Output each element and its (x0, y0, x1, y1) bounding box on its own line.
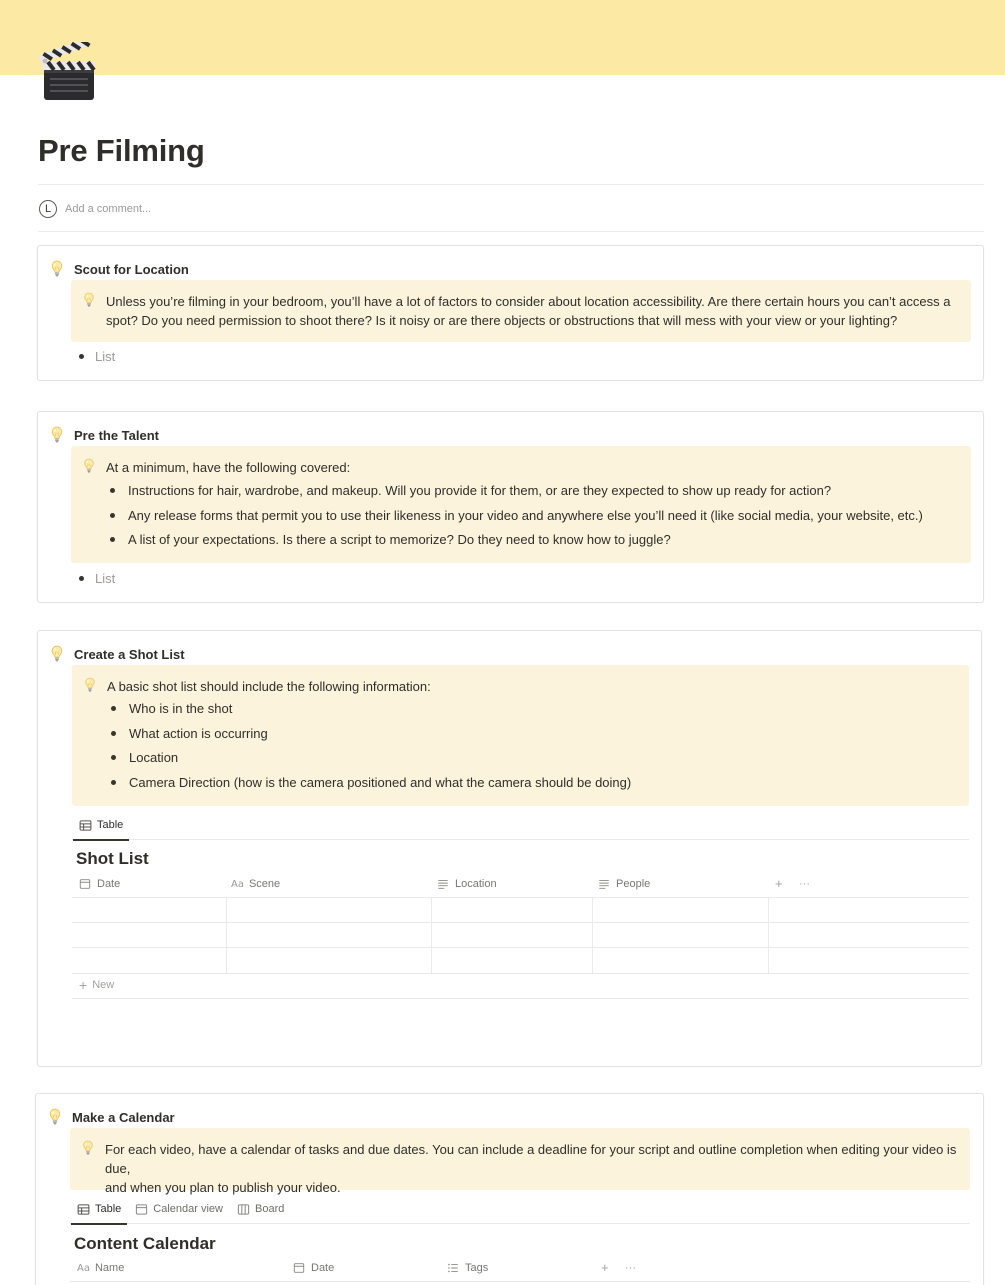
lightbulb-icon (82, 1140, 94, 1156)
row-divider (70, 1281, 970, 1282)
section-header (50, 645, 185, 663)
callout (70, 1128, 970, 1195)
list-placeholder-text: List (95, 571, 116, 586)
plus-icon: + (79, 977, 88, 993)
text-lines-icon (437, 878, 449, 890)
section-header (50, 260, 189, 278)
row-divider (72, 973, 969, 974)
callout (71, 446, 971, 563)
callout (71, 280, 971, 342)
avatar: L (39, 200, 57, 218)
tab-label: Table (97, 819, 124, 831)
list-placeholder-text: List (95, 349, 116, 364)
calendar-icon (79, 878, 91, 890)
column-header-location[interactable] (437, 874, 497, 894)
section-header (48, 1108, 175, 1126)
column-header-date[interactable] (293, 1258, 334, 1278)
section-title[interactable]: Make a Calendar (72, 1109, 175, 1125)
table-row[interactable] (72, 948, 969, 972)
callout-line: Unless you’re filming in your bedroom, you’ll have a lot of factors to consider about location accessibility. Are there certain hours you can’t access a (106, 294, 951, 309)
column-label: Name (94, 1262, 125, 1274)
column-label: Date (311, 1262, 335, 1274)
column-header-name[interactable] (77, 1258, 124, 1278)
section-create-a-shot-list (37, 630, 982, 1067)
list-item[interactable]: Camera Direction (how is the camera positioned and what the camera should be doing) (110, 773, 631, 792)
tab-calendar-view[interactable] (129, 1194, 229, 1224)
callout-line: spot? Do you need permission to shoot there? Is it noisy or are there objects or obstructions that will mess with your view or your lighting? (106, 313, 898, 328)
table-icon (79, 819, 92, 832)
table-row[interactable] (72, 923, 969, 947)
column-header-people[interactable] (598, 874, 650, 894)
callout (72, 665, 969, 806)
tab-table[interactable] (73, 810, 129, 840)
section-scout-for-location (37, 245, 984, 381)
calendar-icon (293, 1262, 305, 1274)
column-header-tags[interactable] (447, 1258, 488, 1278)
column-label: Location (455, 878, 497, 890)
bullet (79, 576, 84, 581)
lightbulb-icon (50, 645, 64, 663)
add-comment-row[interactable] (38, 199, 151, 219)
database-title[interactable]: Shot List (76, 849, 149, 868)
text-lines-icon (598, 878, 610, 890)
lightbulb-icon (50, 426, 64, 444)
table-icon (77, 1203, 90, 1216)
callout-intro[interactable]: A basic shot list should include the following information: (107, 679, 431, 694)
calendar-icon (135, 1203, 148, 1216)
board-icon (237, 1203, 250, 1216)
tab-label: Calendar view (153, 1203, 223, 1215)
view-tabs (71, 1194, 292, 1224)
callout-intro[interactable]: At a minimum, have the following covered: (106, 460, 351, 475)
lightbulb-icon (48, 1108, 62, 1126)
list-item-placeholder[interactable] (79, 349, 115, 364)
callout-line: For each video, have a calendar of tasks and due dates. You can include a deadline for your script and outline completion when editing your video is due, (105, 1142, 957, 1176)
more-options-icon[interactable]: ··· (625, 1262, 636, 1274)
table-row[interactable] (72, 898, 969, 922)
tab-label: Table (95, 1203, 122, 1215)
list-item[interactable]: A list of your expectations. Is there a script to memorize? Do they need to know how to juggle? (109, 530, 923, 549)
add-column-icon[interactable]: + (775, 876, 783, 891)
callout-line: and when you plan to publish your video. (105, 1180, 341, 1195)
divider (38, 184, 984, 185)
database-title[interactable]: Content Calendar (74, 1234, 216, 1253)
page-cover (0, 0, 1005, 75)
row-divider (72, 998, 969, 999)
tab-label: Board (255, 1203, 285, 1215)
title-type-icon: Aa (231, 878, 244, 890)
more-options-icon[interactable]: ··· (799, 878, 810, 890)
callout-text[interactable] (105, 1140, 970, 1197)
lightbulb-icon (50, 260, 64, 278)
tab-table[interactable] (71, 1194, 127, 1224)
page-title[interactable]: Pre Filming (38, 133, 205, 168)
lightbulb-icon (84, 677, 96, 693)
add-comment-placeholder[interactable]: Add a comment... (65, 203, 152, 215)
section-pre-the-talent (37, 411, 984, 603)
list-item[interactable]: Who is in the shot (110, 699, 631, 718)
bullet (79, 354, 84, 359)
section-title[interactable]: Pre the Talent (74, 427, 160, 443)
list-item[interactable]: Any release forms that permit you to use their likeness in your video and anywhere else you’ll need it (like social media, your website, etc.) (109, 506, 923, 525)
column-header-date[interactable] (79, 874, 120, 894)
column-header-scene[interactable] (231, 874, 280, 894)
column-label: People (616, 878, 651, 890)
callout-text[interactable] (106, 292, 950, 330)
view-tabs-divider (72, 839, 969, 840)
section-title[interactable]: Create a Shot List (74, 646, 185, 662)
view-tabs (73, 810, 131, 840)
clapperboard-icon[interactable] (38, 42, 100, 104)
lightbulb-icon (83, 292, 95, 308)
divider (38, 231, 984, 232)
title-type-icon: Aa (77, 1262, 90, 1274)
column-label: Scene (248, 878, 281, 890)
list-item[interactable]: Location (110, 748, 631, 767)
list-item[interactable]: What action is occurring (110, 724, 631, 743)
column-label: Date (97, 878, 121, 890)
new-row-button[interactable] (79, 978, 114, 992)
list-item-placeholder[interactable] (79, 571, 115, 586)
list-item[interactable]: Instructions for hair, wardrobe, and makeup. Will you provide it for them, or are they expected to show up ready for action? (109, 481, 923, 500)
add-column-icon[interactable]: + (601, 1260, 609, 1275)
section-title[interactable]: Scout for Location (74, 261, 189, 277)
new-row-label: New (92, 979, 115, 991)
section-make-a-calendar (35, 1093, 984, 1285)
list-icon (447, 1262, 459, 1274)
callout-bullet-list (110, 699, 631, 792)
column-label: Tags (465, 1262, 489, 1274)
section-header (50, 426, 159, 444)
callout-bullet-list (109, 481, 923, 549)
tab-board[interactable] (231, 1194, 290, 1224)
lightbulb-icon (83, 458, 95, 474)
